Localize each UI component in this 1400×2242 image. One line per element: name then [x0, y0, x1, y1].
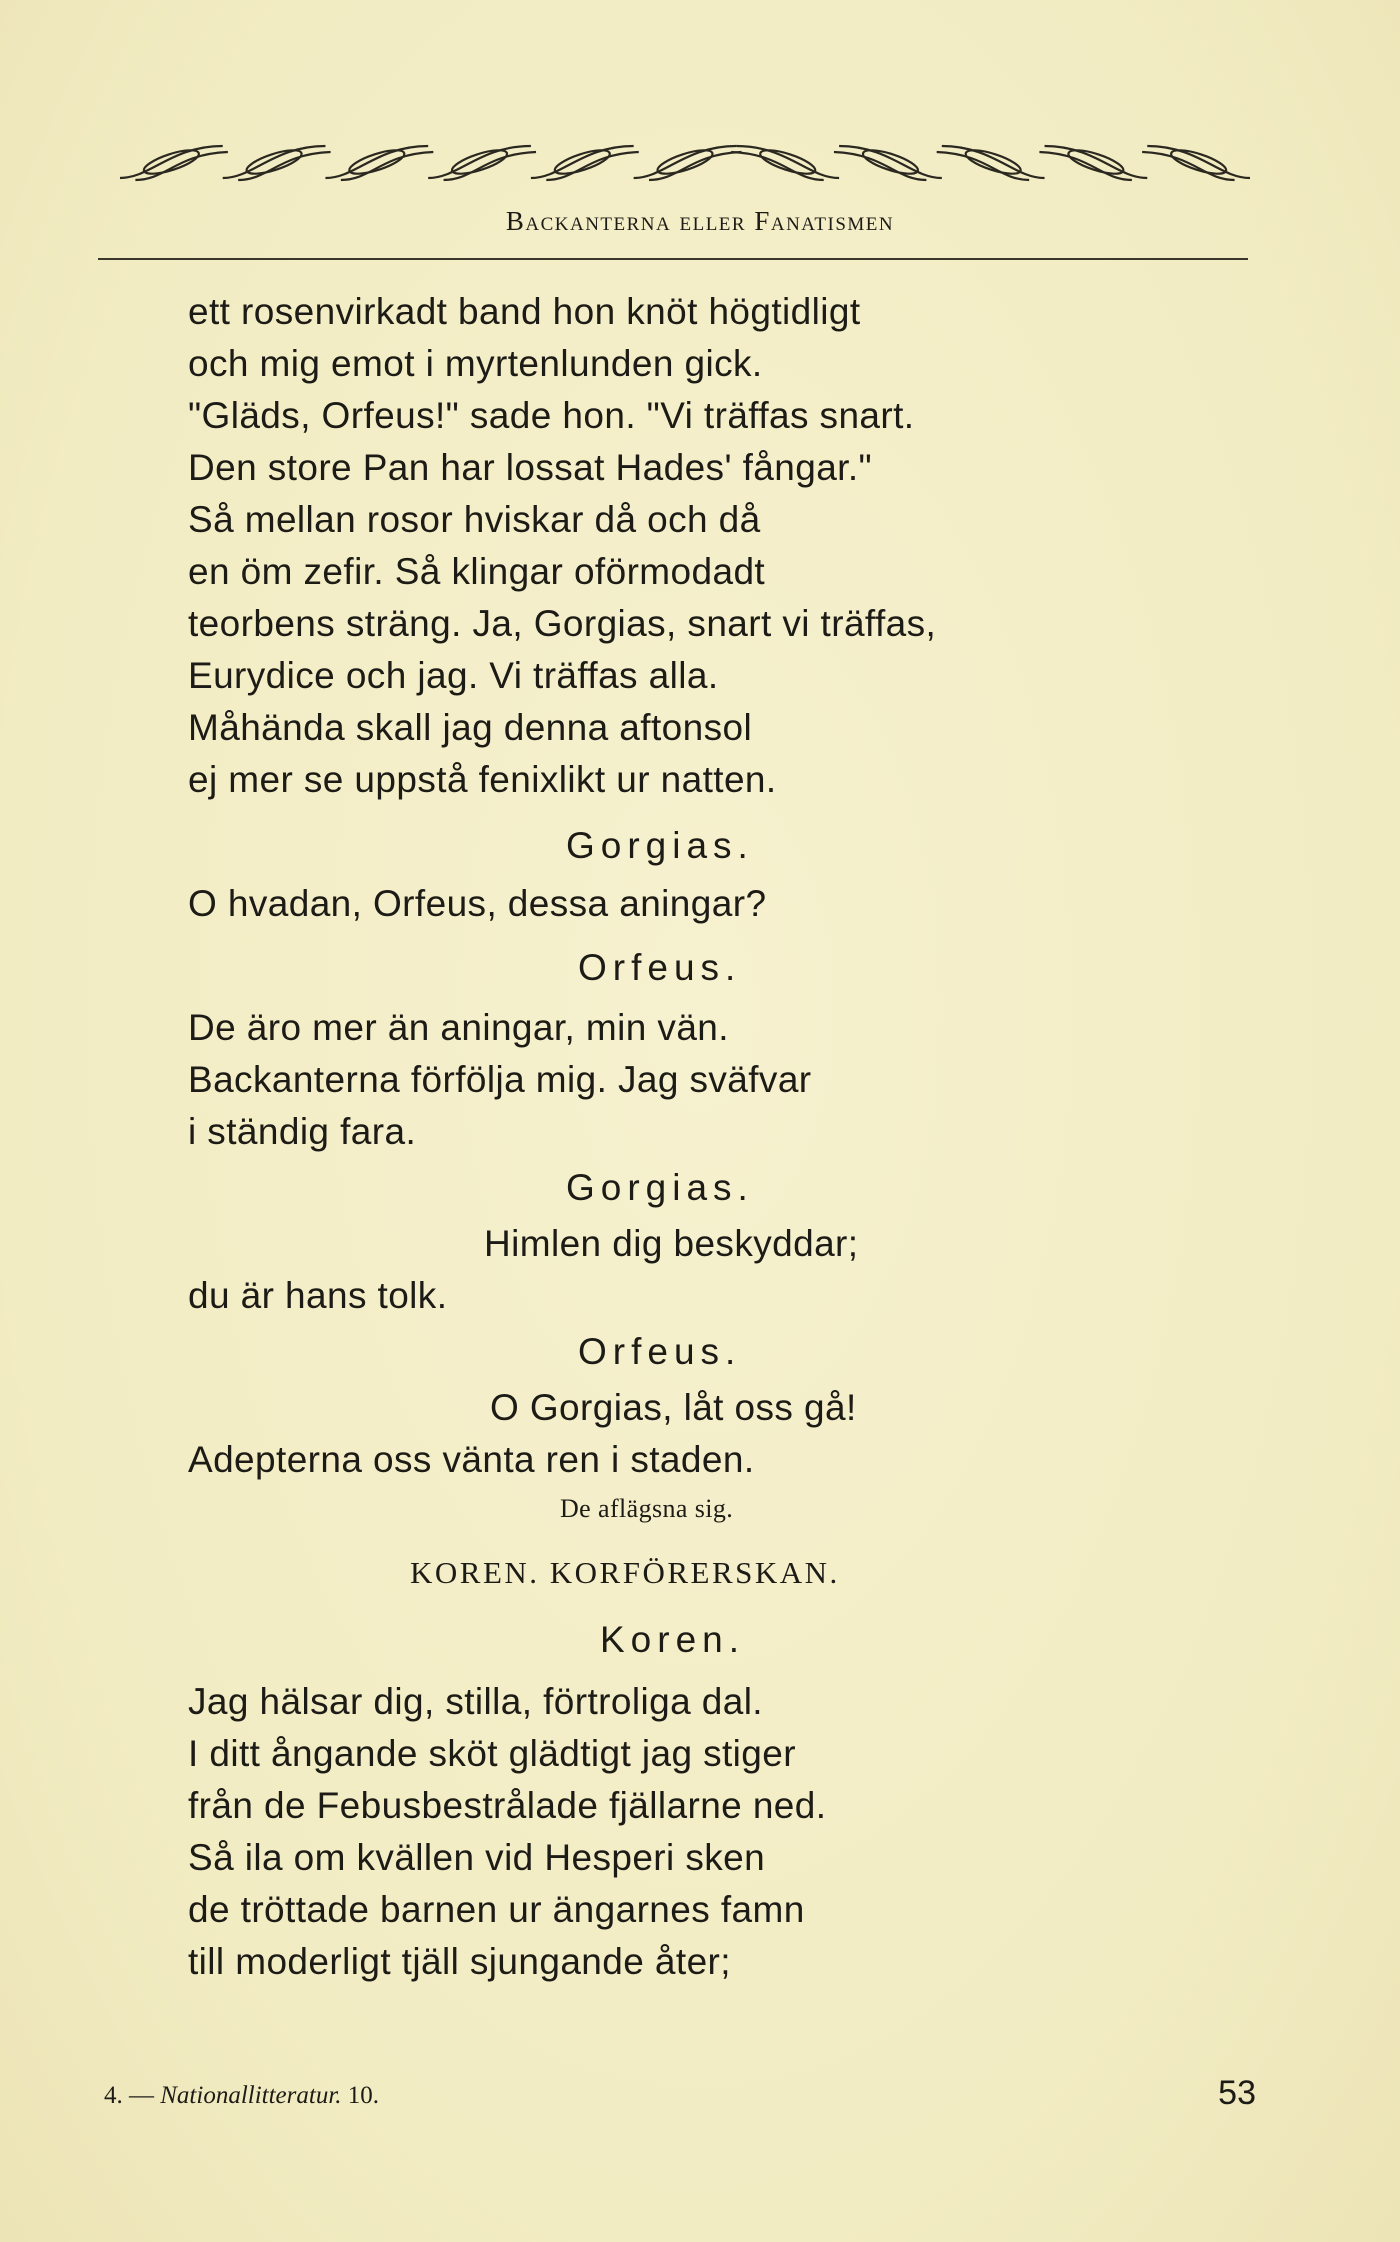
signature-title: Nationallitteratur.: [160, 2082, 342, 2109]
verse-line: och mig emot i myrtenlunden gick.: [188, 343, 763, 384]
ornament-curve: [634, 146, 737, 178]
ornament-loop: [758, 146, 818, 179]
speaker-name: Orfeus.: [578, 1331, 742, 1372]
ornament-loop: [142, 146, 202, 179]
verse-line: Himlen dig beskyddar;: [484, 1223, 859, 1264]
header-rule: [98, 258, 1248, 260]
verse-line: Så ila om kvällen vid Hesperi sken: [188, 1837, 766, 1878]
verse-line: till moderligt tjäll sjungande åter;: [188, 1941, 731, 1982]
ornament-curve: [223, 146, 326, 178]
ornament-loop: [1169, 146, 1229, 179]
verse-line: de tröttade barnen ur ängarnes famn: [188, 1889, 805, 1930]
ornament-loop: [347, 146, 407, 179]
ornament-curve: [531, 146, 634, 178]
verse-line: en öm zefir. Så klingar oförmodadt: [188, 551, 766, 592]
ornament-curve: [1045, 146, 1148, 178]
verse-line: Adepterna oss vänta ren i staden.: [188, 1439, 755, 1480]
verse-line: Måhända skall jag denna aftonsol: [188, 707, 753, 748]
verse-line: du är hans tolk.: [188, 1275, 448, 1316]
speaker-name: Koren.: [600, 1619, 746, 1660]
verse-line: I ditt ångande sköt glädtigt jag stiger: [188, 1733, 796, 1774]
signature-volume: 10.: [347, 2082, 380, 2109]
ornament-curve: [325, 146, 428, 178]
ornament-curve: [942, 146, 1045, 178]
ornament-curve: [120, 146, 223, 178]
signature-number: 4. —: [104, 2082, 154, 2109]
page-footer: [104, 2074, 1256, 2124]
speaker-name: Gorgias.: [566, 1167, 754, 1208]
verse-line: i ständig fara.: [188, 1111, 417, 1152]
ornament-loop: [1066, 146, 1126, 179]
page-number: 53: [1218, 2074, 1256, 2112]
verse-line: "Gläds, Orfeus!" sade hon. "Vi träffas snart.: [188, 395, 915, 436]
verse-line: Jag hälsar dig, stilla, förtroliga dal.: [188, 1681, 763, 1722]
speaker-name: Orfeus.: [578, 947, 742, 988]
ornament-loop: [861, 146, 921, 179]
ornament-curve: [736, 146, 839, 178]
ornament-loop: [450, 146, 510, 179]
verse-line: De äro mer än aningar, min vän.: [188, 1007, 729, 1048]
running-head: Backanterna eller Fanatismen: [505, 206, 895, 236]
ornament-loop: [552, 146, 612, 179]
verse-line: teorbens sträng. Ja, Gorgias, snart vi träffas,: [188, 603, 937, 644]
ornament-curve: [428, 146, 531, 178]
stage-direction: De aflägsna sig.: [560, 1494, 734, 1523]
verse-line: ett rosenvirkadt band hon knöt högtidligt: [188, 291, 861, 332]
ornament-curve: [839, 146, 942, 178]
verse-line: Eurydice och jag. Vi träffas alla.: [188, 655, 719, 696]
character-heading: KOREN. KORFÖRERSKAN.: [410, 1555, 840, 1590]
signature-mark: [104, 2082, 379, 2110]
ornament-curve: [1147, 146, 1250, 178]
speaker-name: Gorgias.: [566, 825, 754, 866]
verse-line: från de Febusbestrålade fjällarne ned.: [188, 1785, 827, 1826]
verse-line: Backanterna förfölja mig. Jag sväfvar: [188, 1059, 812, 1100]
ornament-loop: [963, 146, 1023, 179]
verse-text: [188, 286, 1208, 1988]
decorative-headpiece: [120, 140, 1250, 184]
verse-line: O hvadan, Orfeus, dessa aningar?: [188, 883, 767, 924]
verse-line: O Gorgias, låt oss gå!: [490, 1387, 857, 1428]
ornament-loop: [244, 146, 304, 179]
verse-line: Den store Pan har lossat Hades' fångar.": [188, 447, 873, 488]
verse-line: ej mer se uppstå fenixlikt ur natten.: [188, 759, 777, 800]
verse-line: Så mellan rosor hviskar då och då: [188, 499, 761, 540]
ornament-loop: [655, 146, 715, 179]
